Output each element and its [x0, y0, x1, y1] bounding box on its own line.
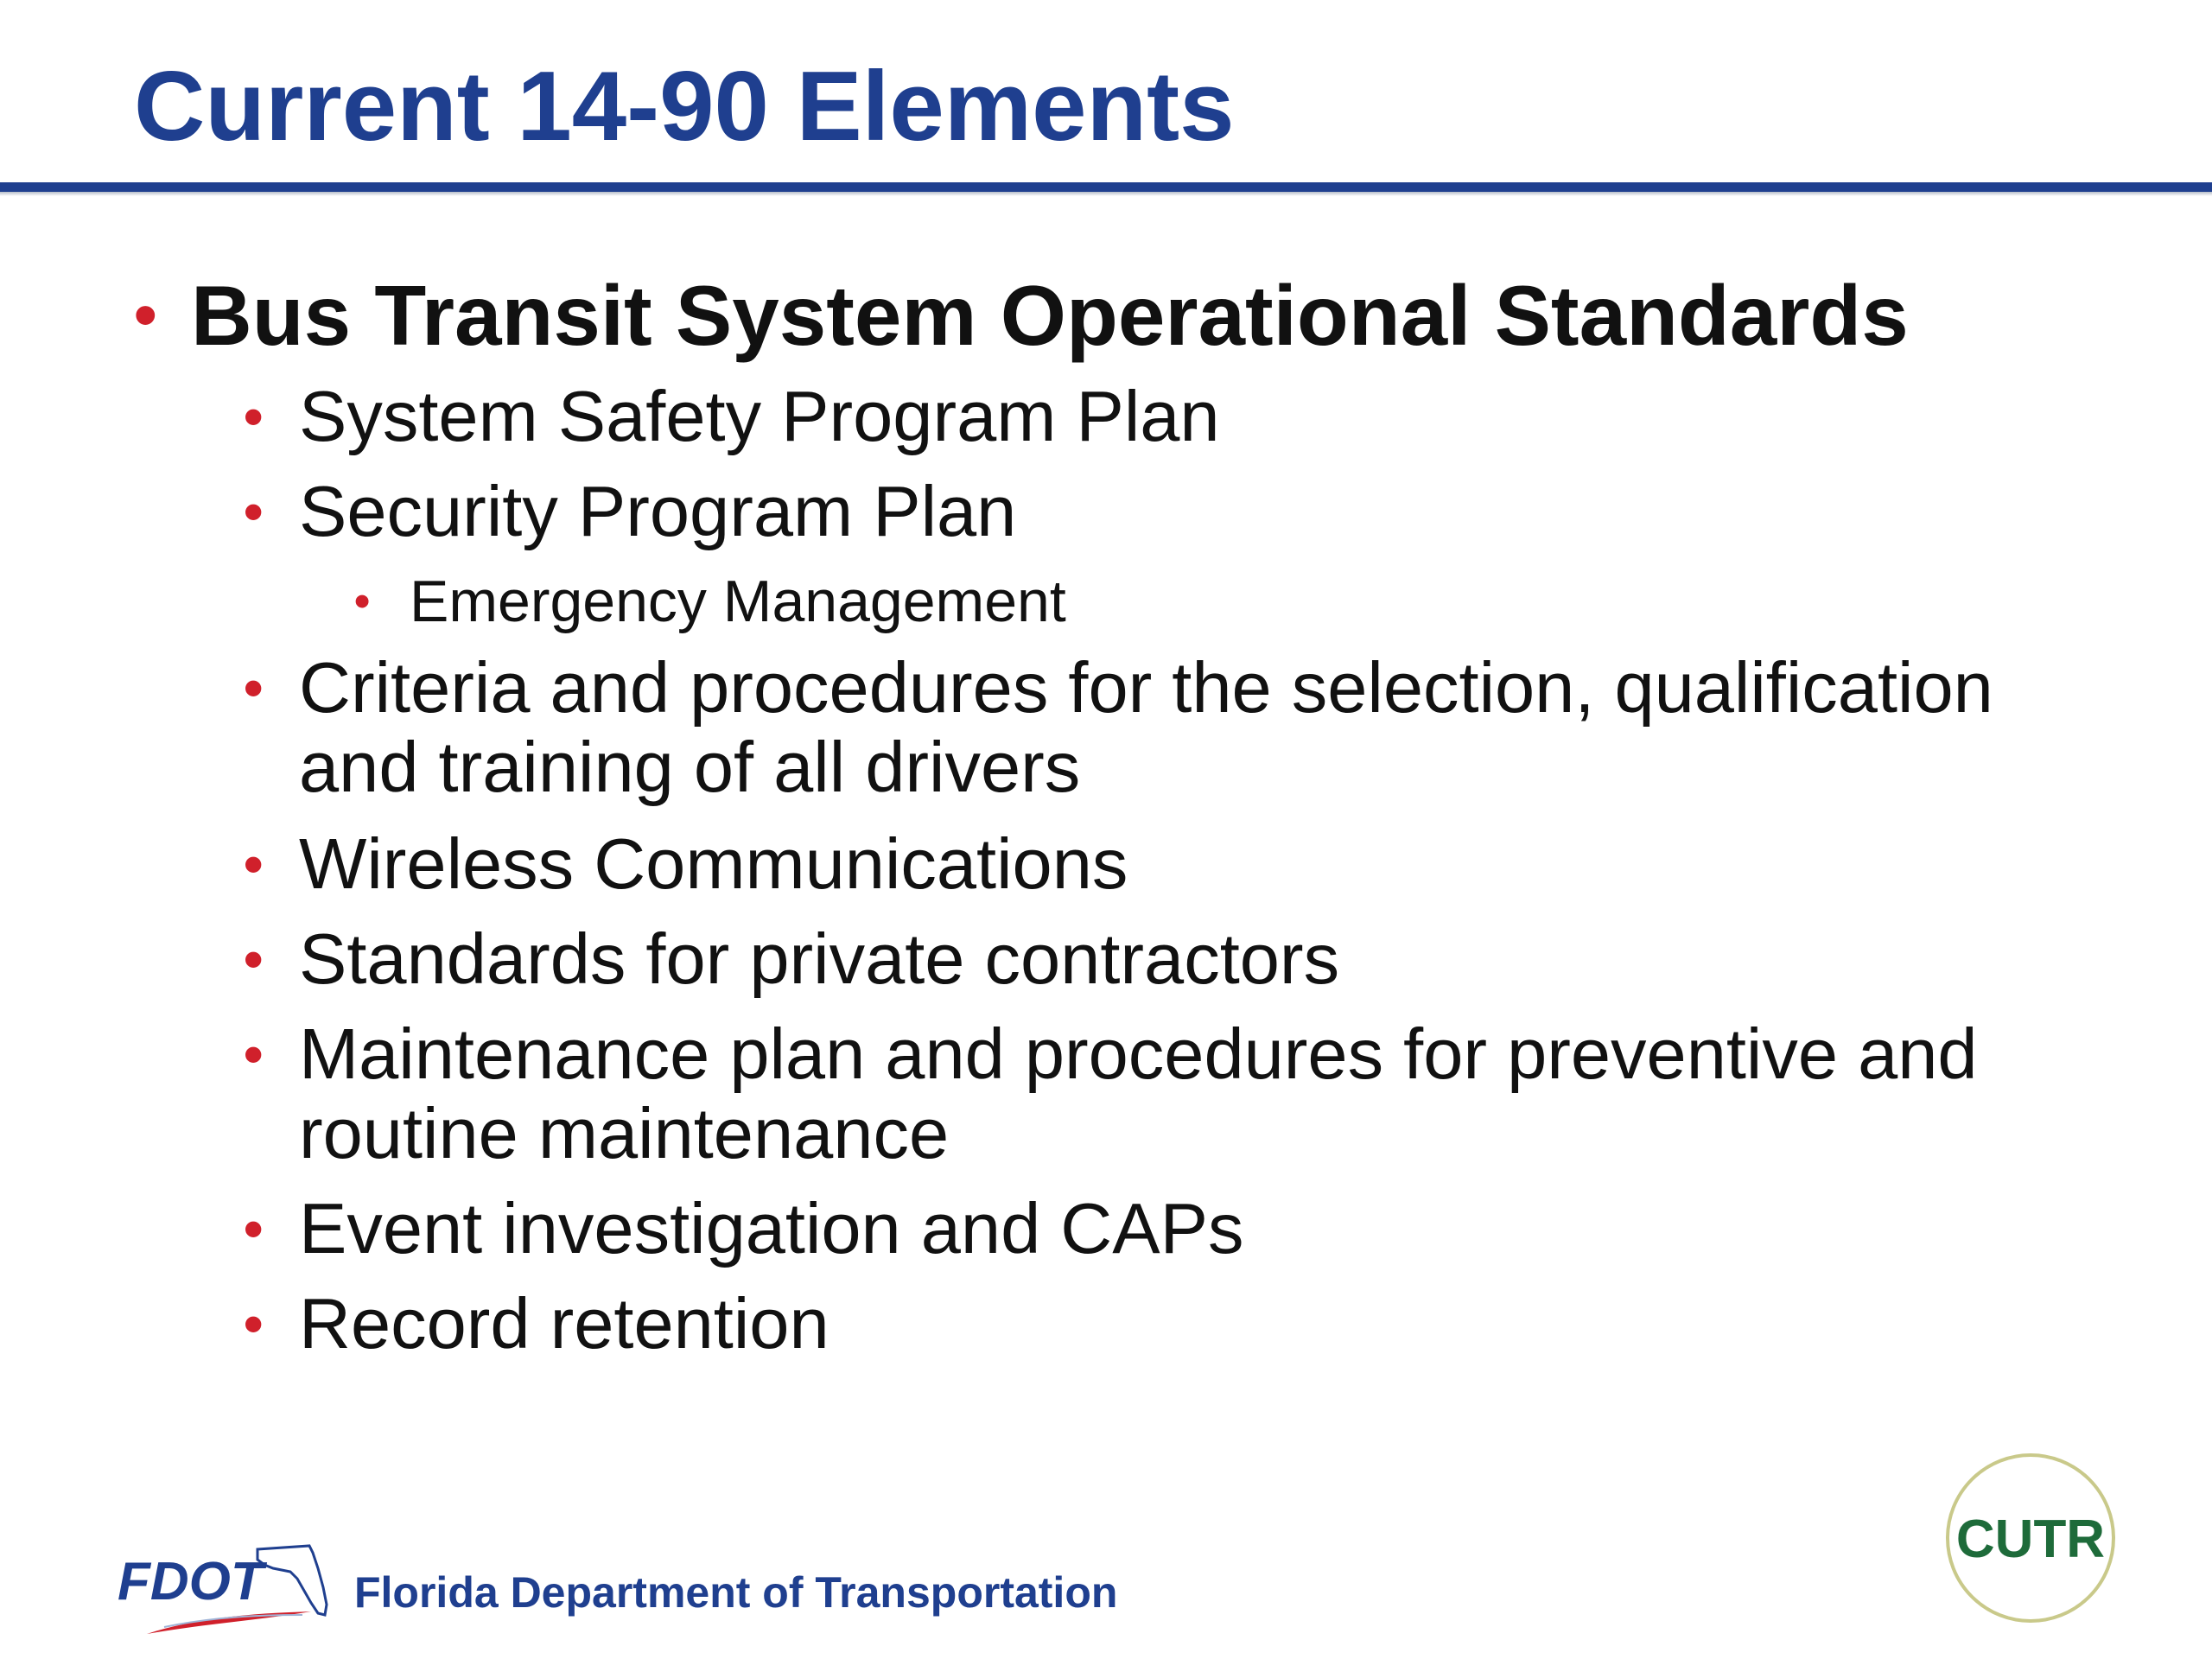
list-item — [244, 918, 1993, 999]
fdot-logo — [112, 1534, 337, 1637]
title-divider-shadow — [0, 192, 2212, 196]
sub-list-item — [354, 569, 1066, 634]
bullet-icon: • — [244, 833, 264, 895]
fdot-name: Florida Department of Transportation — [354, 1568, 1118, 1617]
slide-title: Current 14-90 Elements — [134, 52, 1235, 162]
list-item — [244, 823, 1993, 904]
list-item-text: System Safety Program Plan — [299, 376, 1220, 456]
bullet-icon: • — [354, 576, 371, 626]
bullet-icon: • — [244, 1023, 264, 1085]
list-item-text: Event investigation and CAPs — [299, 1188, 1244, 1268]
list-item-text: Maintenance plan and procedures for preventive and routine maintenance — [299, 1014, 1978, 1173]
list-item-text: Standards for private contractors — [299, 918, 1340, 999]
bullet-icon: • — [244, 480, 264, 543]
bullet-icon: • — [244, 1293, 264, 1355]
list-item-text: Security Program Plan — [299, 471, 1017, 551]
list-item-text: Wireless Communications — [299, 823, 1128, 904]
main-bullet-text: Bus Transit System Operational Standards — [191, 268, 1909, 363]
list-item-text: Record retention — [299, 1283, 830, 1363]
list-item-text: Criteria and procedures for the selection, qualification and training of all drivers — [299, 647, 1993, 807]
sub-list-item-text: Emergency Management — [410, 569, 1066, 634]
list-item — [244, 1188, 1993, 1268]
main-bullet-item — [134, 268, 1909, 363]
title-divider — [0, 182, 2212, 192]
cutr-logo-text: CUTR — [1955, 1510, 2106, 1569]
list-item — [244, 1014, 2044, 1173]
bullet-icon: • — [244, 1198, 264, 1260]
bullet-icon: • — [244, 928, 264, 990]
list-item — [244, 471, 1993, 551]
cutr-logo — [1944, 1452, 2117, 1624]
list-item — [244, 376, 1993, 456]
bullet-icon: • — [244, 385, 264, 448]
bullet-icon: • — [244, 657, 264, 719]
florida-outline-icon — [257, 1546, 327, 1615]
list-item — [244, 1283, 1993, 1363]
bullet-icon: • — [134, 278, 157, 352]
fdot-logo-text: FDOT — [118, 1552, 264, 1611]
list-item — [244, 647, 2044, 807]
